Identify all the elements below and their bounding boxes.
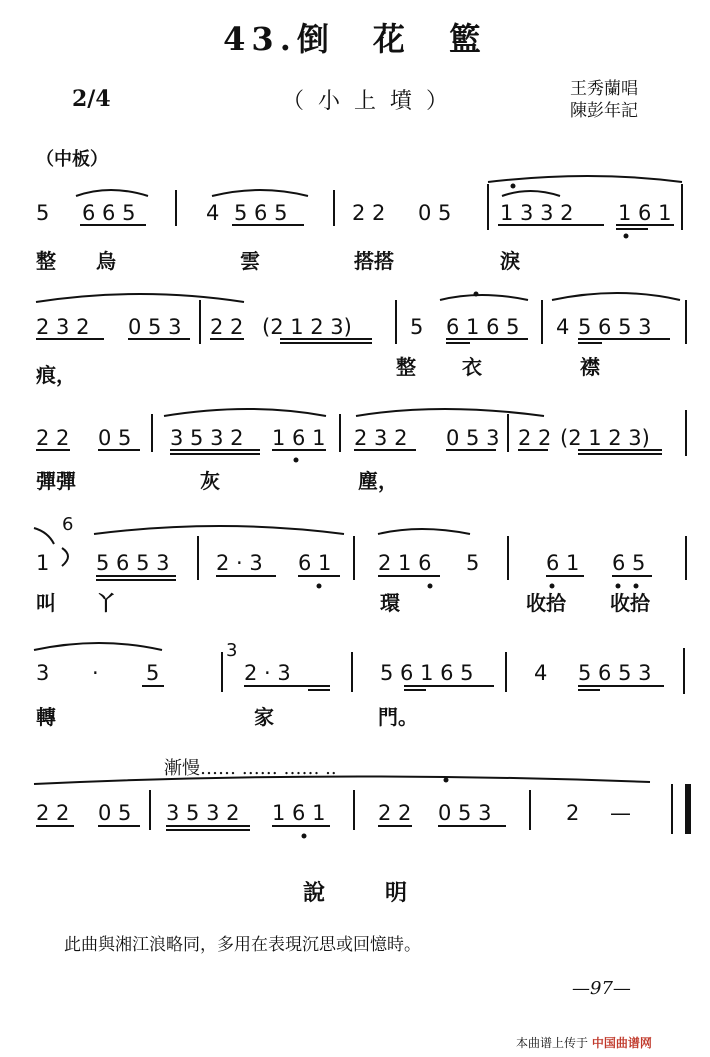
note-group: 2 · 3 — [216, 551, 263, 575]
lyric: 襟 — [580, 355, 600, 379]
note-group: 0 5 3 — [446, 426, 500, 450]
note-group: 5 6 5 3 — [578, 661, 652, 685]
note-group: 6 1 6 5 — [446, 315, 520, 339]
notation-row-2 — [36, 315, 651, 339]
lyric: 痕， — [36, 363, 76, 387]
note-group: 5 6 1 6 5 — [380, 661, 474, 685]
note-group: 2 2 — [378, 801, 412, 825]
note-group: 5 6 5 — [234, 201, 288, 225]
note-group: 2 — [566, 801, 580, 825]
note-group: 5 — [410, 315, 424, 339]
page-title: 43.倒 花 籃 — [223, 20, 487, 58]
lyric: 彈彈 — [36, 469, 76, 493]
lyric: 家 — [254, 705, 274, 729]
note-group: 2 2 — [210, 315, 244, 339]
lyric: 搭搭 — [354, 249, 394, 273]
ritardando-marking: 漸慢…… …… …… .. — [164, 758, 337, 779]
notation-row-6 — [36, 801, 631, 825]
note-group: 6 1 — [546, 551, 580, 575]
note-group: 2 · 3 — [244, 661, 291, 685]
note-group: 1 6 1 — [272, 801, 326, 825]
note-group: (2 1 2 3) — [560, 426, 650, 450]
note-group: 0 5 3 — [128, 315, 182, 339]
lyric: 叫 — [36, 591, 56, 615]
lyric: 烏 — [96, 249, 116, 273]
note-group: 1 3 3 2 — [500, 201, 574, 225]
lyric: 丫 — [96, 591, 116, 615]
note-group: 1 — [36, 551, 50, 575]
tempo-marking: （中板） — [36, 149, 108, 170]
notation-row-3 — [36, 426, 650, 450]
notation-row-1 — [36, 201, 671, 225]
note-group: 2 3 2 — [354, 426, 408, 450]
note-group: 6 1 — [298, 551, 332, 575]
notation-row-4 — [36, 514, 645, 575]
lyric: 塵， — [358, 469, 398, 493]
note-group: 0 5 — [98, 426, 132, 450]
explanation-heading: 說明 — [302, 880, 467, 906]
note-group: 0 5 — [418, 201, 452, 225]
score-lines — [34, 176, 688, 834]
time-signature: 2/4 — [72, 86, 111, 112]
lyric: 淚 — [500, 249, 520, 273]
note-group: 0 5 — [98, 801, 132, 825]
note-group: 4 — [556, 315, 570, 339]
note-group: 2 2 — [518, 426, 552, 450]
notation-row-5 — [36, 640, 651, 685]
grace-note: 3 — [226, 640, 238, 661]
note-group: 3 — [36, 661, 50, 685]
note-group: 4 — [206, 201, 220, 225]
note-group: 5 — [466, 551, 480, 575]
note-group: 1 6 1 — [272, 426, 326, 450]
footer-prefix: 本曲谱上传于 — [516, 1036, 589, 1050]
lyric: 收拾 — [610, 591, 650, 615]
note-group: 5 — [36, 201, 50, 225]
footer-brand-link[interactable]: 中国曲谱网 — [591, 1036, 652, 1050]
lyric: 門。 — [378, 705, 418, 729]
note-group: 2 2 — [36, 801, 70, 825]
note-group: 5 — [146, 661, 160, 685]
note-group: — — [610, 801, 631, 825]
note-group: 6 5 — [612, 551, 646, 575]
note-group: 2 1 6 — [378, 551, 432, 575]
grace-note: 6 — [62, 514, 74, 535]
lyric: 雲 — [240, 249, 260, 273]
note-group: · — [92, 661, 99, 685]
note-group: 4 — [534, 661, 548, 685]
note-group: (2 1 2 3) — [262, 315, 352, 339]
lyric: 整 — [396, 355, 416, 379]
credit-transcriber: 陳彭年記 — [570, 101, 638, 121]
credit-singer: 王秀蘭唱 — [570, 79, 638, 99]
note-group: 2 3 2 — [36, 315, 90, 339]
octave-dots — [294, 184, 639, 839]
note-group: 3 5 3 2 — [170, 426, 244, 450]
lyric: 轉 — [36, 705, 56, 729]
subtitle: （小上墳） — [282, 89, 463, 114]
note-group: 6 6 5 — [82, 201, 136, 225]
note-group: 0 5 3 — [438, 801, 492, 825]
note-group: 2 2 — [352, 201, 386, 225]
note-group: 3 5 3 2 — [166, 801, 240, 825]
explanation-text: 此曲與湘江浪略同，多用在表現沉思或回憶時。 — [64, 935, 421, 955]
lyric: 環 — [380, 591, 400, 615]
note-group: 5 6 5 3 — [96, 551, 170, 575]
note-group: 1 6 1 — [618, 201, 672, 225]
lyric: 灰 — [200, 469, 220, 493]
footer-credit — [516, 1034, 652, 1051]
note-group: 5 6 5 3 — [578, 315, 652, 339]
lyric: 整 — [36, 249, 56, 273]
lyric: 收拾 — [526, 591, 566, 615]
lyric: 衣 — [462, 355, 482, 379]
page-number: —97— — [572, 978, 631, 999]
note-group: 2 2 — [36, 426, 70, 450]
